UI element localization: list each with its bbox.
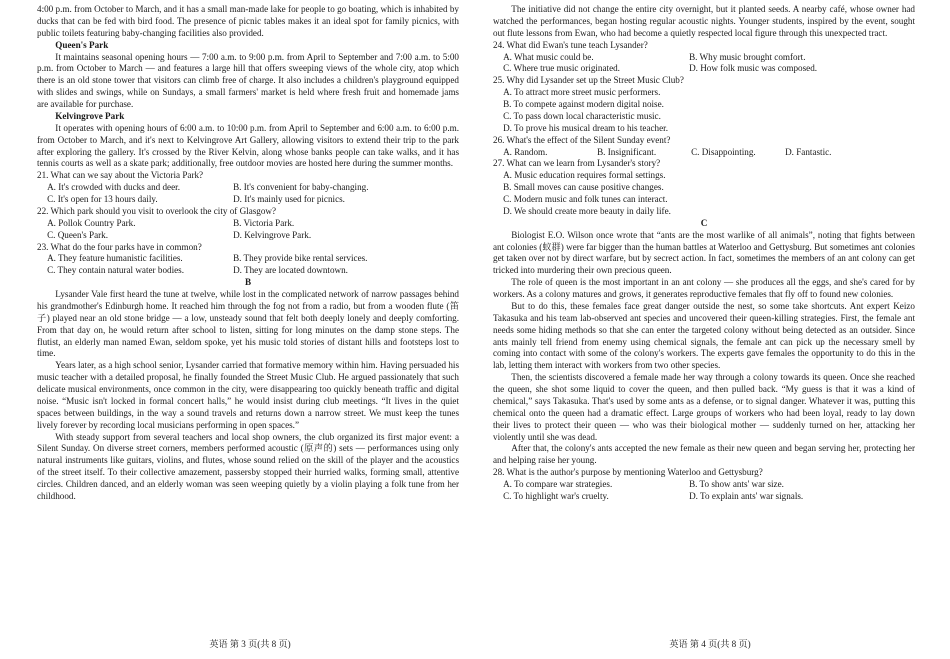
question-21: 21. What can we say about the Victoria Park? — [37, 170, 204, 181]
option-b: B. To compete against modern digital noise. — [503, 99, 664, 109]
question-22: 22. Which park should you visit to overlook the city of Glasgow? — [37, 205, 277, 216]
option-c: C. They contain natural water bodies. — [47, 265, 184, 276]
left-page-column — [37, 4, 459, 503]
question-26: 26. What's the effect of the Silent Sunday event? — [493, 134, 671, 145]
option-b: B. Insignificant. — [597, 146, 657, 157]
option-d: D. To prove his musical dream to his teacher. — [503, 122, 668, 133]
option-d: D. How folk music was composed. — [689, 63, 818, 74]
option-d: D. They are located downtown. — [233, 265, 348, 276]
paragraph: But to do this, these females face great danger outside the nest, so some take shortcuts. Ant expert Keizo Takasuka and his team lab-observed ant species and uncovered their queen-killing strategies. First, the female ant needs some hiding methods so that she can enter the targeted colony without being detected as an outsider. Since ants mainly tell friend from enemy using chemical signals, the female ant can pick up the necessary smell by coming into contact with some of the colony's workers. The experts gave females the opportunity to do this in the lab, letting them interact with workers from two other species. — [493, 300, 915, 371]
paragraph: Then, the scientists discovered a female made her way through a colony towards its queen. Once she reached the queen, she shot some liquid to cover the queen, and then pulled back. “My guess is that it was a kind of chemical,” says Takasuka. That's used by some ants as a defense, or to signal danger. Whatever it was, putting this chemical onto the queen had a dramatic effect. Large groups of workers who had been loyal, ready to lay down their lives to protect their queen — who was their biological mother — suddenly turned on her, attacking her violently until she was dead. — [493, 372, 915, 442]
option-b: B. Small moves can cause positive changes. — [503, 182, 664, 193]
option-b: B. Why music brought comfort. — [689, 51, 806, 62]
option-a: A. To compare war strategies. — [503, 479, 613, 489]
option-b: B. To show ants' war size. — [689, 479, 784, 489]
section-label-b: B — [244, 277, 252, 288]
paragraph: Biologist E.O. Wilson once wrote that “ants are the most warlike of all animals”, noting that fights between ant colonies (蚁群) were far bigger than the human battles at Waterloo and Gettysburg. But sometimes ant colonies get taken over not by direct warfare, but by secrect action. In fact, sometimes the members of an ant colony can get tricked into murdering their own precious queen. — [493, 229, 915, 276]
option-d: D. It's mainly used for picnics. — [233, 194, 345, 204]
page-footer-right: 英语 第 4 页(共 8 页) — [669, 639, 751, 649]
paragraph: Years later, as a high school senior, Lysander carried that formative memory within him. Having persuaded his music teacher with a detailed proposal, he finally founded the Street Music Club. He argued passionately that such delicate musical environments, once common in the city, were disappearing too quickly beneath traffic and digital noise. “Music isn't locked in formal concert halls,” he would insist during club meetings. “It lives in the quiet spaces between buildings, in the way a sound travels and returns down a narrow street. We must keep the tunes lively forever by recording local musicians performing in open spaces.” — [37, 360, 459, 430]
option-a: A. Music education requires formal settings. — [503, 170, 666, 181]
option-d: D. Kelvingrove Park. — [233, 229, 312, 240]
section-heading-kelvingrove-park: Kelvingrove Park — [55, 110, 125, 121]
paragraph: Lysander Vale first heard the tune at twelve, while lost in the complicated network of narrow passages behind his grandmother's Edinburgh home. It reached him through the fog not from a radio, but from a wooden flute (笛子) played near an old stone bridge — a low, unsteady sound that felt both deeply lonely and deeply comforting. From that day on, he would return after school to listen, sitting for long minutes on the damp stone steps. The flutist, an elderly man named Ewan, seldom spoke, yet his music told stories of distant hills and footsteps lost to time. — [37, 289, 459, 359]
question-23: 23. What do the four parks have in common? — [37, 241, 202, 252]
options-22 — [37, 218, 459, 242]
option-b: B. They provide bike rental services. — [233, 253, 368, 264]
option-d: D. To explain ants' war signals. — [689, 490, 804, 501]
option-a: A. Pollok Country Park. — [47, 217, 136, 228]
options-23 — [37, 253, 459, 277]
options-21 — [37, 182, 459, 206]
section-heading-queens-park: Queen's Park — [55, 39, 109, 50]
paragraph: It maintains seasonal opening hours — 7:00 a.m. to 9:00 p.m. from April to September and 7:00 a.m. to 5:00 p.m. from October to March — and features a large hill that offers sweeping views of the whole city, atop which there is an old stone tower that visitors can climb free of charge. It also includes a children's playground equipped with slides and swings, while on Sundays, a small farmers' market is held where fresh fruit and homemade jams are available for purchase. — [37, 51, 459, 109]
option-c: C. To highlight war's cruelty. — [503, 490, 609, 501]
option-a: A. It's crowded with ducks and deer. — [47, 182, 180, 193]
option-c: C. Where true music originated. — [503, 63, 620, 74]
option-a: A. They feature humanistic facilities. — [47, 253, 183, 264]
question-25: 25. Why did Lysander set up the Street Music Club? — [493, 75, 684, 86]
option-b: B. It's convenient for baby-changing. — [233, 182, 369, 193]
option-c: C. Queen's Park. — [47, 229, 109, 240]
option-a: A. Random. — [503, 146, 548, 157]
options-25 — [493, 87, 915, 135]
options-26 — [493, 147, 915, 159]
option-c: C. To pass down local characteristic music. — [503, 110, 661, 121]
option-c: C. Modern music and folk tunes can interact. — [503, 194, 668, 204]
question-27: 27. What can we learn from Lysander's story? — [493, 158, 661, 169]
paragraph: After that, the colony's ants accepted the new female as their new queen and began serving her, protecting her and helping raise her young. — [493, 443, 915, 466]
options-24 — [493, 52, 915, 76]
option-d: D. Fantastic. — [785, 146, 832, 157]
question-28: 28. What is the author's purpose by mentioning Waterloo and Gettysburg? — [493, 467, 763, 478]
paragraph: With steady support from several teachers and local shop owners, the club organized its first major event: a Silent Sunday. On diverse street corners, members performed acoustic (原声的) sets — performances using only natural instruments like guitars, violins, and flutes, whose sound relied on the skill of the player and the acoustics of the street itself. To their collective amazement, passersby stopped their hurried walks, forming small, attentive circles. Children danced, and an elderly woman was seen weeping quietly by a violin playing a folk tune from her childhood. — [37, 431, 459, 501]
page-footer-left: 英语 第 3 页(共 8 页) — [209, 639, 291, 649]
option-a: A. What music could be. — [503, 51, 594, 62]
right-page-column — [493, 4, 915, 503]
question-24: 24. What did Ewan's tune teach Lysander? — [493, 39, 648, 50]
option-a: A. To attract more street music performers. — [503, 87, 661, 98]
section-label-c: C — [700, 217, 708, 228]
paragraph: The role of queen is the most important in an ant colony — she produces all the eggs, and she's cared for by workers. As a colony matures and grows, it generates reproductive females that fly off to found new colonies. — [493, 277, 915, 299]
option-d: D. We should create more beauty in daily life. — [503, 205, 671, 216]
paragraph: It operates with opening hours of 6:00 a.m. to 10:00 p.m. from April to September and 6:00 a.m. to 6:00 p.m. from October to March, and it's next to Kelvingrove Art Gallery, allowing visitors to extend their trip to the park after exploring the gallery. It's crossed by the River Kelvin, along whose banks people can take walks, and it has tennis courts as well as a skate park; additionally, free outdoor movies are hosted here during the summer months. — [37, 122, 459, 169]
option-c: C. Disappointing. — [691, 146, 756, 157]
options-27 — [493, 170, 915, 218]
paragraph: The initiative did not change the entire city overnight, but it planted seeds. A nearby café, whose owner had watched the performances, began hosting regular acoustic nights. Younger students, inspired by the event, sought out flute lessons from Ewan, who had become a quietly respected local figure through this unexpected tract. — [493, 4, 915, 38]
option-b: B. Victoria Park. — [233, 217, 295, 228]
paragraph: 4:00 p.m. from October to March, and it has a small man-made lake for people to go boating, which is inhabited by ducks that can be fed with bird food. The presence of picnic tables makes it an ideal spot for family picnics, with public toilets featuring baby-changing facilities also provided. — [37, 4, 459, 38]
option-c: C. It's open for 13 hours daily. — [47, 194, 158, 204]
options-28 — [493, 479, 915, 503]
